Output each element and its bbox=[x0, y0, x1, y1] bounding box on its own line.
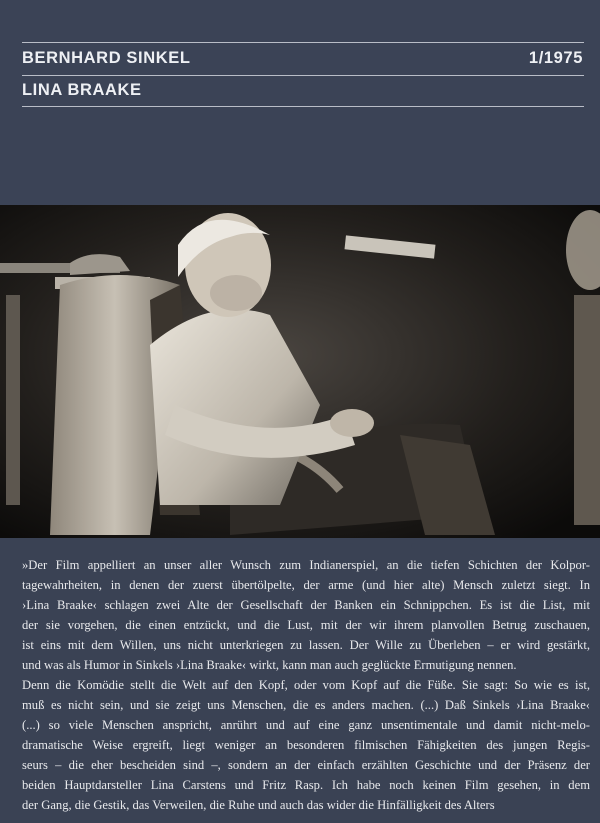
quote-line: ist eins mit dem Willen, uns nicht unterkriegen zu lassen. Der Wille zu Überleben – er wird gestärkt, bbox=[22, 638, 590, 652]
quote-line: und was als Humor in Sinkels ›Lina Braake‹ wirkt, kann man auch geglückte Ermutigung nennen. bbox=[22, 658, 517, 672]
film-still-photo bbox=[0, 205, 600, 538]
catalog-number: 1/1975 bbox=[528, 49, 583, 67]
quote-line: Denn die Komödie stellt die Welt auf den Kopf, oder vom Kopf auf die Füße. Sie sagt: So wie es ist, bbox=[22, 678, 590, 692]
bottom-rule bbox=[22, 106, 584, 107]
quote-line: »Der Film appelliert an unser aller Wunsch zum Indianerspiel, an die tiefen Schichten der Kolpor- bbox=[22, 558, 590, 572]
header-band bbox=[0, 0, 600, 205]
quote-text bbox=[22, 555, 590, 815]
quote-line: ›Lina Braake‹ schlagen zwei Alte der Gesellschaft der Banken ein Schnippchen. Es ist die List, mit bbox=[22, 598, 590, 612]
quote-line: (...) so viele Menschen anspricht, anrührt und auf eine ganz unsentimentale und damit nicht-melo- bbox=[22, 718, 590, 732]
quote-line: muß es nicht sein, und sie zeigt uns Menschen, die es anders machen. (...) Daß Sinkels ›Lina Braake‹ bbox=[22, 698, 590, 712]
quote-line: der Gang, die Gestik, das Verweilen, die Ruhe und auch das wider die Hinfälligkeit des Alters bbox=[22, 798, 495, 812]
film-title: LINA BRAAKE bbox=[22, 81, 142, 99]
quote-line: beiden Hauptdarsteller Lina Carstens und Fritz Rasp. Ich habe noch keinen Film gesehen, in dem bbox=[22, 778, 590, 792]
film-still-illustration bbox=[0, 205, 600, 538]
director-name: BERNHARD SINKEL bbox=[22, 49, 191, 67]
top-rule bbox=[22, 42, 584, 43]
quote-line: dramatische Weise ergreift, liegt weniger an besonderen filmischen Fähigkeiten des jungen Regis- bbox=[22, 738, 590, 752]
quote-line: seurs – die eher bescheiden sind –, sondern an der einfach erzählten Geschichte und der Präsenz der bbox=[22, 758, 590, 772]
middle-rule bbox=[22, 75, 584, 76]
quote-line: der sie vorgehen, die einen entzückt, und die Lust, mit der wir ihrem planvollen Betrug zuschauen, bbox=[22, 618, 590, 632]
quote-line: tagewahrheiten, in denen der zuerst übertölpelte, der arme (und hier alte) Mensch zuletzt siegt. In bbox=[22, 578, 590, 592]
